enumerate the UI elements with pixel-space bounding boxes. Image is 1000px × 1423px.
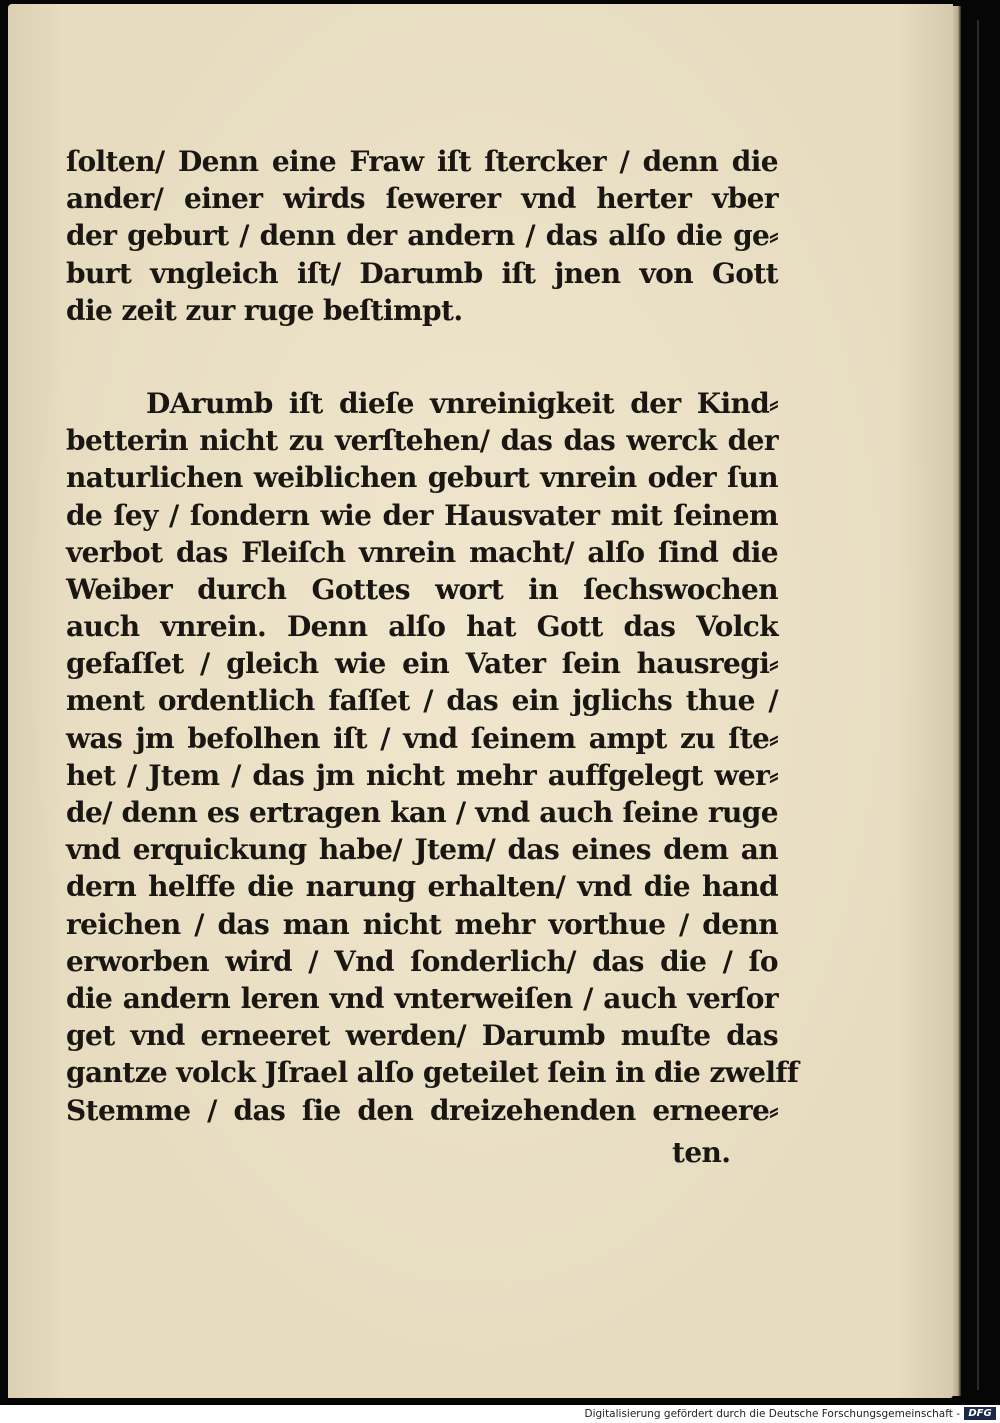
footer-credit: Digitalisierung gefördert durch die Deutsche Forschungsgemeinschaft -	[584, 1408, 960, 1420]
page-text-block	[66, 143, 799, 1129]
paragraph-1	[66, 143, 778, 329]
text-line: naturlichen weiblichen geburt vnrein oder ſun	[66, 461, 778, 495]
text-line: de/ denn es ertragen kan / vnd auch ſeine ruge	[66, 796, 778, 829]
text-line: was jm befolhen iſt / vnd ſeinem ampt zu ſte⸗	[66, 721, 778, 755]
text-line: ſolten/ Denn eine Fraw iſt ſtercker / denn die	[66, 145, 778, 178]
text-line: verbot das Fleiſch vnrein macht/ alſo ſind die	[66, 535, 778, 569]
text-line: gantze volck Jſrael alſo geteilet ſein in die zwelff	[66, 1056, 799, 1090]
text-line: ander/ einer wirds ſewerer vnd herter vber	[66, 182, 778, 216]
text-line: gefaſſet / gleich wie ein Vater ſein hausregi⸗	[66, 647, 778, 681]
page-edge	[953, 6, 961, 1396]
scan-border-line	[977, 20, 979, 1390]
text-line: die zeit zur ruge beſtimpt.	[66, 293, 463, 327]
text-line: reichen / das man nicht mehr vorthue / denn	[66, 907, 778, 941]
text-line: Stemme / das ſie den dreizehenden erneere⸗	[66, 1093, 778, 1127]
text-line: ment ordentlich faſſet / das ein jglichs thue /	[66, 684, 778, 718]
paragraph-spacer	[66, 329, 778, 385]
text-line: het / Jtem / das jm nicht mehr auffgelegt wer⸗	[66, 758, 778, 792]
text-line: de ſey / ſondern wie der Hausvater mit ſeinem	[66, 498, 778, 532]
catchword: ten.	[672, 1136, 731, 1169]
text-line: get vnd erneeret werden/ Darumb muſte das	[66, 1019, 778, 1053]
text-line: die andern leren vnd vnterweiſen / auch verſor	[66, 981, 778, 1015]
paragraph-2	[66, 385, 799, 1129]
text-line: Weiber durch Gottes wort in ſechswochen	[66, 572, 778, 606]
text-line: der geburt / denn der andern / das alſo die ge⸗	[66, 219, 778, 253]
text-line: burt vngleich iſt/ Darumb iſt jnen von Gott	[66, 256, 778, 290]
text-line: betterin nicht zu verſtehen/ das das werck der	[66, 424, 778, 458]
text-line: erworben wird / Vnd ſonderlich/ das die / ſo	[66, 944, 778, 978]
text-line: dern helffe die narung erhalten/ vnd die hand	[66, 870, 778, 904]
text-line: vnd erquickung habe/ Jtem/ das eines dem an	[66, 833, 778, 867]
text-line: DArumb iſt dieſe vnreinigkeit der Kind⸗	[146, 386, 778, 420]
dfg-logo: DFG	[964, 1407, 996, 1420]
text-line: auch vnrein. Denn alſo hat Gott das Volck	[66, 610, 778, 644]
